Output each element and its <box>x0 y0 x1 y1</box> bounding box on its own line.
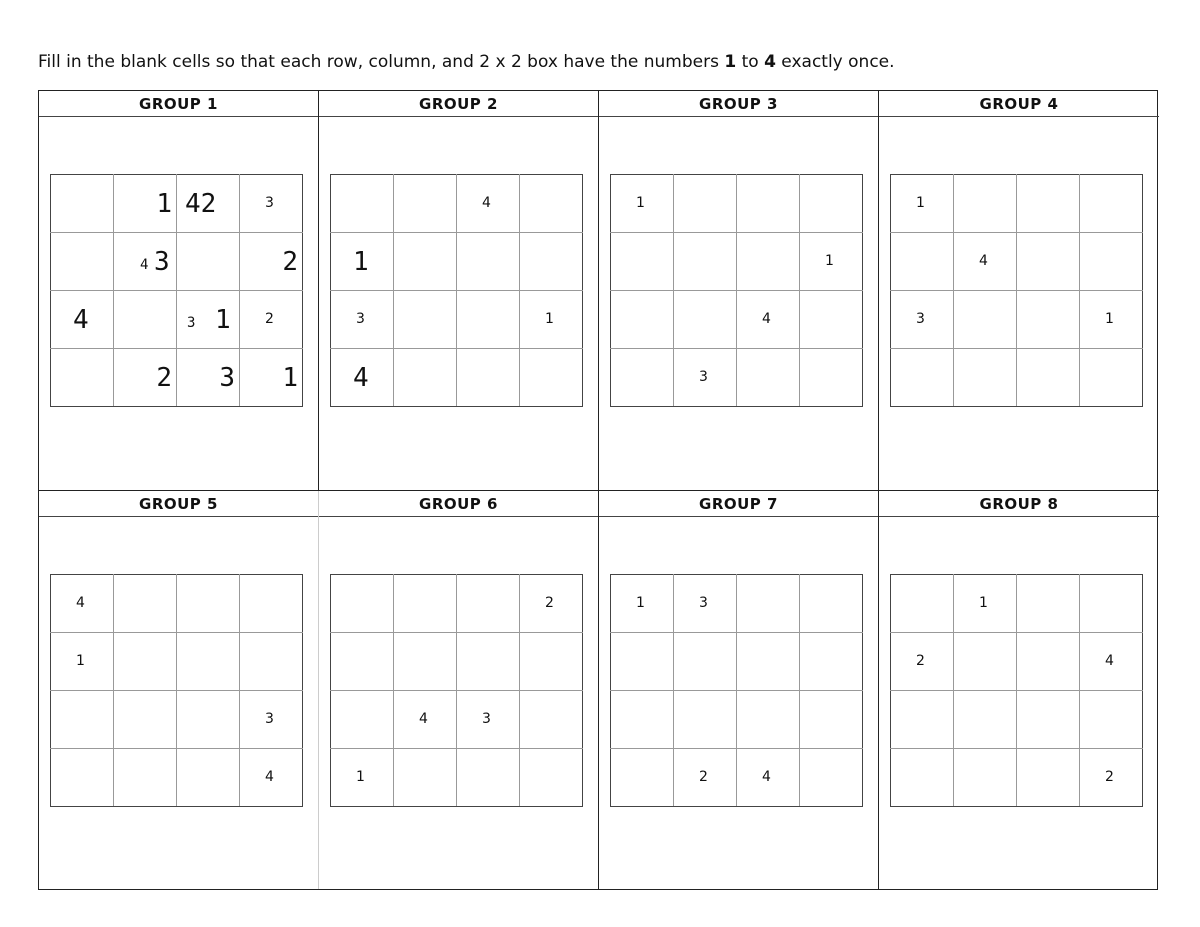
sudoku-cell[interactable] <box>394 575 457 633</box>
sudoku-cell[interactable] <box>520 749 583 807</box>
sudoku-cell[interactable] <box>51 749 114 807</box>
sudoku-cell[interactable] <box>51 575 114 633</box>
entered-number: 2 <box>282 247 298 277</box>
sudoku-cell[interactable] <box>674 349 737 407</box>
given-number: 4 <box>265 769 274 785</box>
sudoku-cell[interactable] <box>737 175 800 233</box>
sudoku-cell[interactable] <box>1017 633 1080 691</box>
sudoku-cell[interactable] <box>177 291 240 349</box>
sudoku-cell[interactable] <box>611 349 674 407</box>
group-title: GROUP 5 <box>39 491 318 517</box>
entered-number: 3 <box>154 247 170 277</box>
sudoku-cell[interactable] <box>1080 349 1143 407</box>
sudoku-cell[interactable] <box>51 349 114 407</box>
given-number: 1 <box>76 653 85 669</box>
given-number: 1 <box>356 769 365 785</box>
sudoku-cell[interactable] <box>737 633 800 691</box>
entered-number: 42 <box>185 189 217 219</box>
sudoku-cell[interactable] <box>800 233 863 291</box>
sudoku-cell[interactable] <box>520 291 583 349</box>
given-number: 4 <box>762 311 771 327</box>
given-number: 1 <box>916 195 925 211</box>
sudoku-cell[interactable] <box>674 633 737 691</box>
group-panel-5 <box>39 491 319 889</box>
sudoku-cell[interactable] <box>611 633 674 691</box>
sudoku-cell[interactable] <box>800 291 863 349</box>
sudoku-cell[interactable] <box>891 633 954 691</box>
group-panel-3 <box>599 91 879 491</box>
sudoku-cell[interactable] <box>394 349 457 407</box>
sudoku-cell[interactable] <box>954 175 1017 233</box>
sudoku-cell[interactable] <box>674 575 737 633</box>
sudoku-cell[interactable] <box>1017 175 1080 233</box>
sudoku-cell[interactable] <box>1017 749 1080 807</box>
sudoku-cell[interactable] <box>177 691 240 749</box>
sudoku-cell[interactable] <box>891 349 954 407</box>
entered-number: 2 <box>156 363 172 393</box>
sudoku-cell[interactable] <box>114 749 177 807</box>
sudoku-grid <box>50 574 303 807</box>
given-number: 1 <box>825 253 834 269</box>
sudoku-cell[interactable] <box>1080 291 1143 349</box>
sudoku-cell[interactable] <box>800 691 863 749</box>
sudoku-cell[interactable] <box>114 291 177 349</box>
sudoku-cell[interactable] <box>457 233 520 291</box>
sudoku-cell[interactable] <box>457 633 520 691</box>
sudoku-cell[interactable] <box>800 349 863 407</box>
sudoku-cell[interactable] <box>1080 633 1143 691</box>
given-number: 2 <box>265 311 274 327</box>
sudoku-cell[interactable] <box>954 633 1017 691</box>
given-number: 3 <box>265 711 274 727</box>
instructions-text: Fill in the blank cells so that each row, column, and 2 x 2 box have the numbers <box>38 52 725 72</box>
sudoku-cell[interactable] <box>737 349 800 407</box>
sudoku-cell[interactable] <box>674 233 737 291</box>
sudoku-cell[interactable] <box>240 749 303 807</box>
sudoku-cell[interactable] <box>240 691 303 749</box>
given-number: 4 <box>419 711 428 727</box>
given-number: 4 <box>76 595 85 611</box>
group-panel-4 <box>879 91 1159 491</box>
sudoku-cell[interactable] <box>891 575 954 633</box>
entered-number: 1 <box>156 189 172 219</box>
sudoku-grid <box>50 174 303 407</box>
instructions <box>38 52 1188 72</box>
sudoku-cell[interactable] <box>1080 233 1143 291</box>
sudoku-cell[interactable] <box>457 175 520 233</box>
given-number: 4 <box>482 195 491 211</box>
sudoku-cell[interactable] <box>240 233 303 291</box>
given-number: 4 <box>762 769 771 785</box>
entered-number: 1 <box>215 305 231 335</box>
sudoku-cell[interactable] <box>891 691 954 749</box>
sudoku-cell[interactable] <box>520 575 583 633</box>
sudoku-cell[interactable] <box>51 291 114 349</box>
given-number: 2 <box>916 653 925 669</box>
sudoku-grid <box>330 574 583 807</box>
sudoku-cell[interactable] <box>331 749 394 807</box>
sudoku-cell[interactable] <box>394 749 457 807</box>
sudoku-cell[interactable] <box>737 233 800 291</box>
sudoku-cell[interactable] <box>1080 691 1143 749</box>
sudoku-cell[interactable] <box>331 233 394 291</box>
sudoku-cell[interactable] <box>520 175 583 233</box>
group-title: GROUP 6 <box>319 491 598 517</box>
sudoku-cell[interactable] <box>954 691 1017 749</box>
instructions-text-end: exactly once. <box>775 52 895 72</box>
group-panel-6 <box>319 491 599 889</box>
sudoku-cell[interactable] <box>611 749 674 807</box>
given-number: 1 <box>636 595 645 611</box>
given-number: 4 <box>979 253 988 269</box>
entered-number: 3 <box>219 363 235 393</box>
sudoku-cell[interactable] <box>331 175 394 233</box>
sudoku-cell[interactable] <box>240 633 303 691</box>
sudoku-cell[interactable] <box>1080 575 1143 633</box>
group-title: GROUP 7 <box>599 491 878 517</box>
sudoku-cell[interactable] <box>331 691 394 749</box>
sudoku-cell[interactable] <box>177 575 240 633</box>
group-title: GROUP 3 <box>599 91 878 117</box>
sudoku-cell[interactable] <box>457 749 520 807</box>
sudoku-cell[interactable] <box>51 175 114 233</box>
given-number: 2 <box>545 595 554 611</box>
sudoku-cell[interactable] <box>177 175 240 233</box>
sudoku-cell[interactable] <box>611 291 674 349</box>
sudoku-cell[interactable] <box>891 291 954 349</box>
given-number: 4 <box>1105 653 1114 669</box>
sudoku-cell[interactable] <box>1017 575 1080 633</box>
sudoku-cell[interactable] <box>891 749 954 807</box>
sudoku-cell[interactable] <box>674 749 737 807</box>
sudoku-cell[interactable] <box>394 291 457 349</box>
sudoku-cell[interactable] <box>1017 233 1080 291</box>
sudoku-cell[interactable] <box>394 175 457 233</box>
sudoku-cell[interactable] <box>331 575 394 633</box>
sudoku-cell[interactable] <box>737 575 800 633</box>
sudoku-cell[interactable] <box>674 175 737 233</box>
given-number: 2 <box>1105 769 1114 785</box>
sudoku-cell[interactable] <box>800 175 863 233</box>
sudoku-cell[interactable] <box>800 749 863 807</box>
entered-number: 4 <box>353 363 369 393</box>
sudoku-cell[interactable] <box>611 575 674 633</box>
sudoku-cell[interactable] <box>611 691 674 749</box>
sudoku-cell[interactable] <box>611 175 674 233</box>
sudoku-cell[interactable] <box>51 233 114 291</box>
sudoku-cell[interactable] <box>177 349 240 407</box>
sudoku-cell[interactable] <box>394 691 457 749</box>
given-number: 3 <box>265 195 274 211</box>
group-title: GROUP 1 <box>39 91 318 117</box>
entered-number: 1 <box>282 363 298 393</box>
given-number: 1 <box>545 311 554 327</box>
sudoku-cell[interactable] <box>394 633 457 691</box>
sudoku-cell[interactable] <box>520 349 583 407</box>
sudoku-cell[interactable] <box>520 233 583 291</box>
sudoku-cell[interactable] <box>800 633 863 691</box>
sudoku-cell[interactable] <box>394 233 457 291</box>
sudoku-cell[interactable] <box>177 233 240 291</box>
sudoku-cell[interactable] <box>954 749 1017 807</box>
sudoku-cell[interactable] <box>1080 749 1143 807</box>
sudoku-cell[interactable] <box>674 291 737 349</box>
sudoku-cell[interactable] <box>737 749 800 807</box>
instructions-text-to: to <box>736 52 765 72</box>
sudoku-cell[interactable] <box>240 349 303 407</box>
given-number: 3 <box>699 369 708 385</box>
sudoku-cell[interactable] <box>457 691 520 749</box>
sudoku-cell[interactable] <box>520 691 583 749</box>
sudoku-cell[interactable] <box>51 633 114 691</box>
given-number: 3 <box>699 595 708 611</box>
sudoku-cell[interactable] <box>177 633 240 691</box>
sudoku-cell[interactable] <box>954 291 1017 349</box>
group-panel-2 <box>319 91 599 491</box>
given-number: 1 <box>1105 311 1114 327</box>
sudoku-cell[interactable] <box>331 633 394 691</box>
entered-number: 3 <box>187 315 196 331</box>
instructions-number-1: 1 <box>724 52 737 72</box>
worksheet <box>38 90 1158 890</box>
sudoku-cell[interactable] <box>457 349 520 407</box>
sudoku-cell[interactable] <box>520 633 583 691</box>
sudoku-cell[interactable] <box>954 233 1017 291</box>
given-number: 1 <box>636 195 645 211</box>
instructions-number-4: 4 <box>764 52 776 72</box>
group-panel-8 <box>879 491 1159 889</box>
sudoku-grid <box>610 574 863 807</box>
sudoku-cell[interactable] <box>331 291 394 349</box>
sudoku-cell[interactable] <box>1017 349 1080 407</box>
sudoku-cell[interactable] <box>891 175 954 233</box>
sudoku-cell[interactable] <box>737 291 800 349</box>
sudoku-cell[interactable] <box>240 291 303 349</box>
sudoku-cell[interactable] <box>114 233 177 291</box>
given-number: 2 <box>699 769 708 785</box>
sudoku-cell[interactable] <box>51 691 114 749</box>
given-number: 1 <box>979 595 988 611</box>
sudoku-cell[interactable] <box>177 749 240 807</box>
given-number: 3 <box>916 311 925 327</box>
sudoku-cell[interactable] <box>240 175 303 233</box>
sudoku-cell[interactable] <box>114 633 177 691</box>
entered-number: 1 <box>353 247 369 277</box>
sudoku-cell[interactable] <box>611 233 674 291</box>
sudoku-cell[interactable] <box>457 575 520 633</box>
sudoku-cell[interactable] <box>331 349 394 407</box>
sudoku-cell[interactable] <box>114 175 177 233</box>
sudoku-cell[interactable] <box>114 575 177 633</box>
group-title: GROUP 2 <box>319 91 598 117</box>
sudoku-grid <box>330 174 583 407</box>
group-title: GROUP 4 <box>879 91 1159 117</box>
sudoku-cell[interactable] <box>674 691 737 749</box>
sudoku-cell[interactable] <box>114 691 177 749</box>
given-number: 3 <box>482 711 491 727</box>
group-panel-1 <box>39 91 319 491</box>
sudoku-grid <box>610 174 863 407</box>
sudoku-cell[interactable] <box>240 575 303 633</box>
sudoku-grid <box>890 174 1143 407</box>
given-number: 3 <box>356 311 365 327</box>
sudoku-cell[interactable] <box>891 233 954 291</box>
entered-number: 4 <box>140 257 149 273</box>
group-panel-7 <box>599 491 879 889</box>
sudoku-cell[interactable] <box>457 291 520 349</box>
sudoku-cell[interactable] <box>1017 691 1080 749</box>
sudoku-cell[interactable] <box>954 349 1017 407</box>
sudoku-cell[interactable] <box>800 575 863 633</box>
sudoku-cell[interactable] <box>954 575 1017 633</box>
entered-number: 4 <box>73 305 89 335</box>
sudoku-cell[interactable] <box>114 349 177 407</box>
sudoku-cell[interactable] <box>1080 175 1143 233</box>
group-title: GROUP 8 <box>879 491 1159 517</box>
sudoku-cell[interactable] <box>737 691 800 749</box>
sudoku-cell[interactable] <box>1017 291 1080 349</box>
sudoku-grid <box>890 574 1143 807</box>
